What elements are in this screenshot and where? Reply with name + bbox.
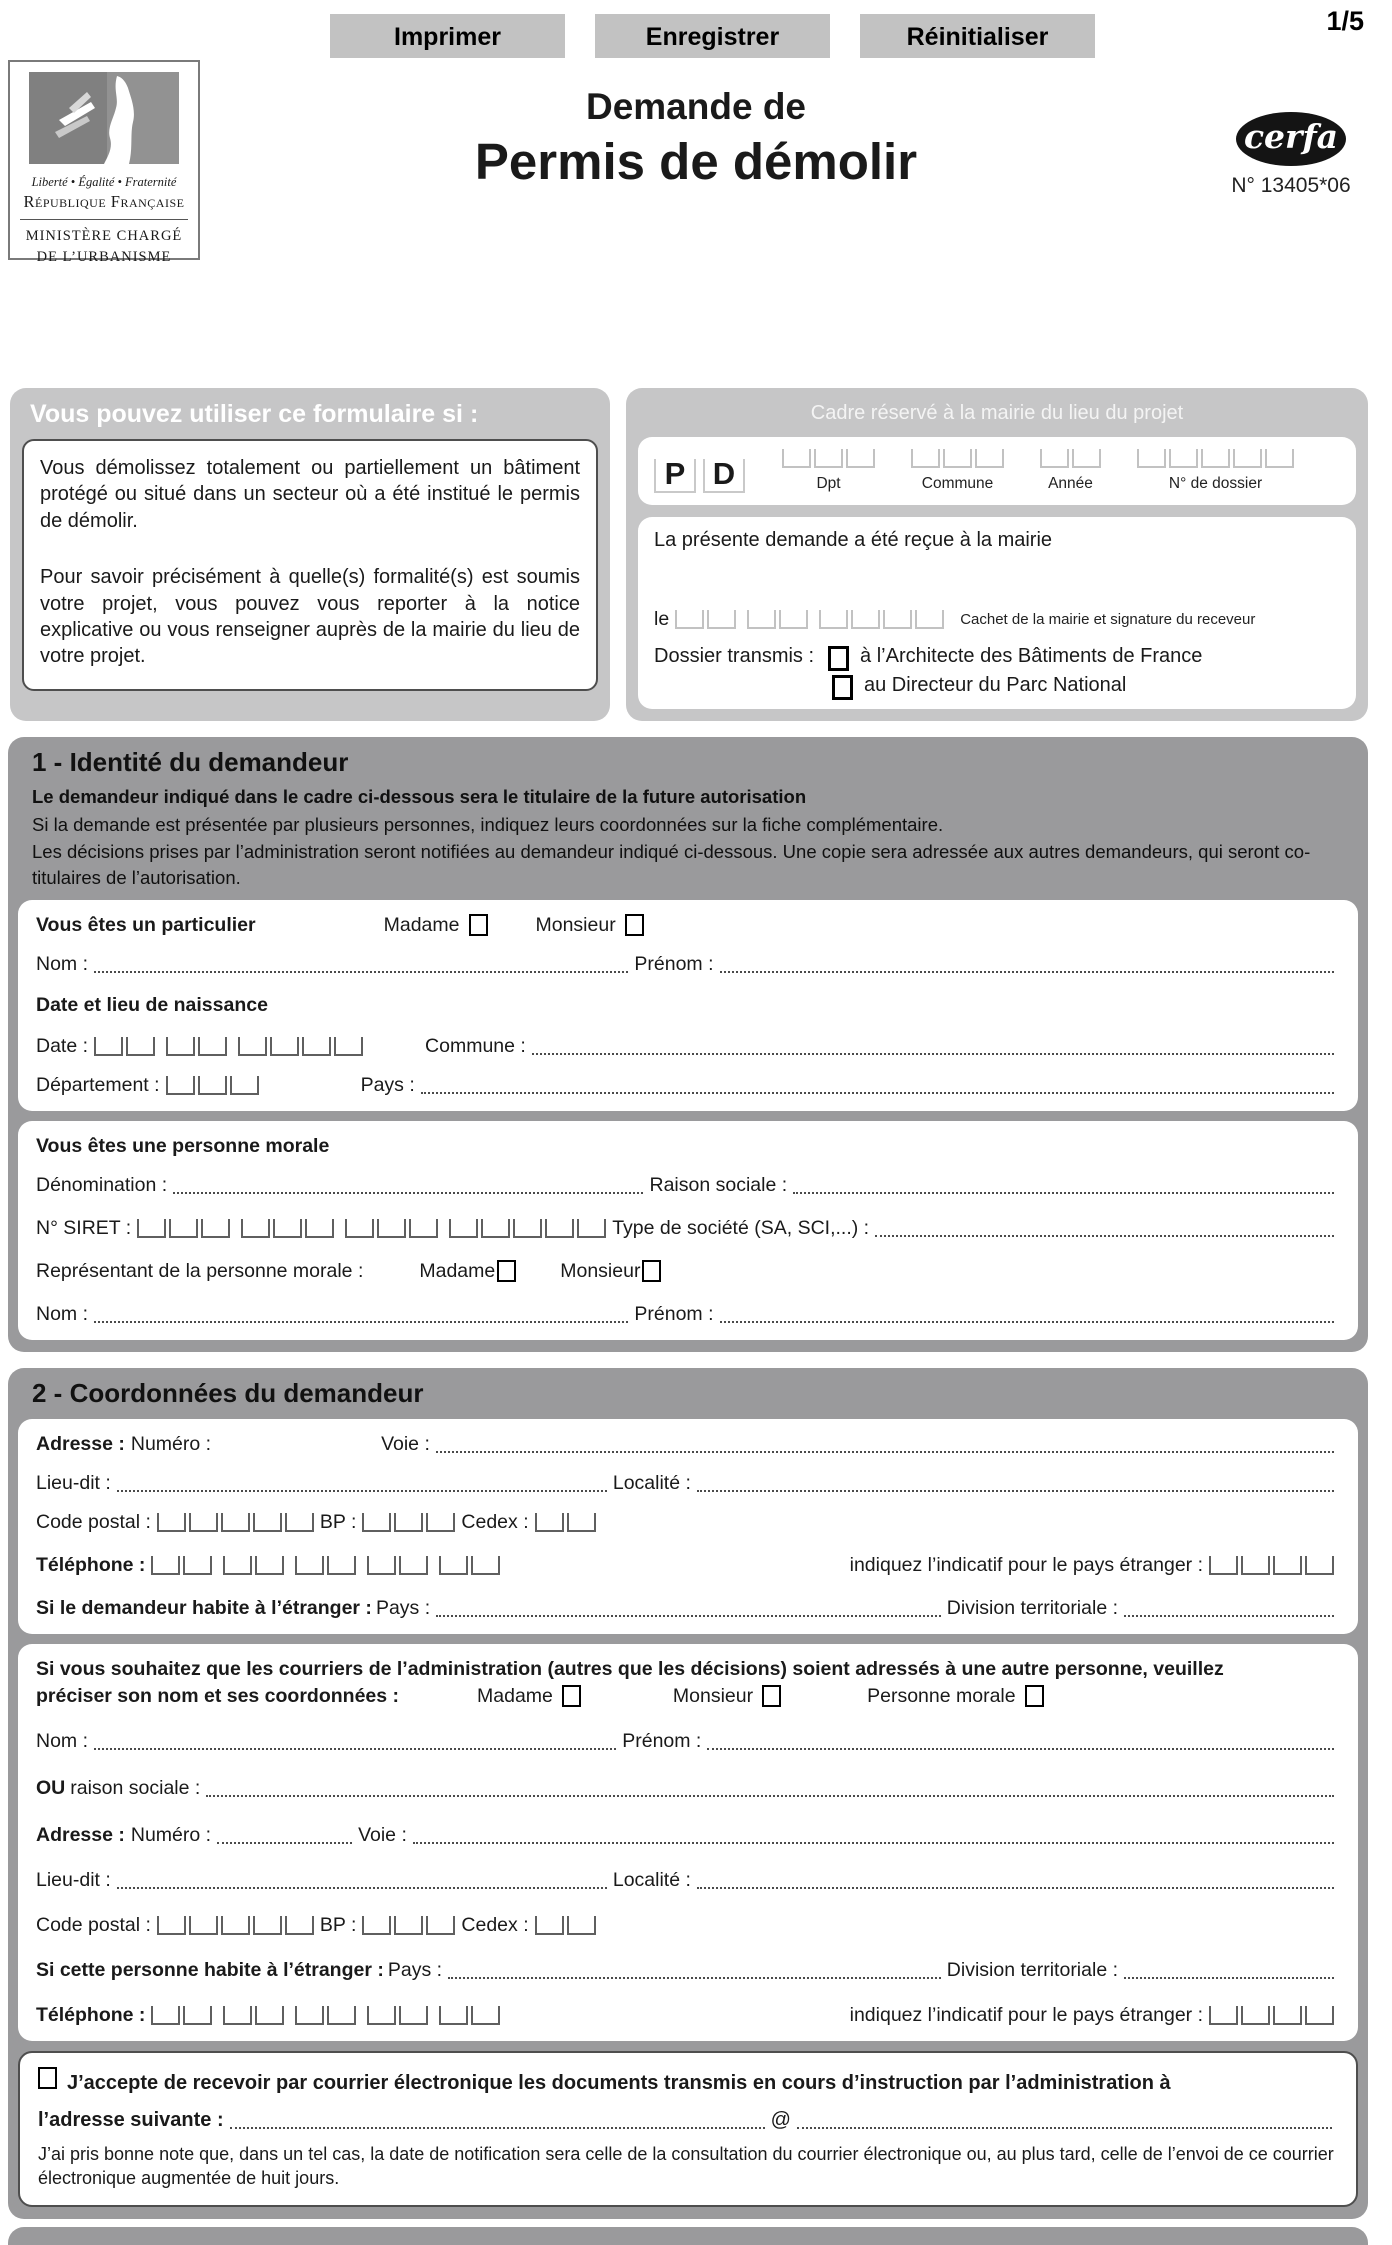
usage-panel	[10, 388, 610, 721]
correspondent-cp-cells[interactable]	[157, 1916, 314, 1935]
receipt-date-cells[interactable]	[675, 610, 944, 629]
cp-label: Code postal :	[36, 1511, 151, 1534]
correspondent-localite-field[interactable]	[697, 1873, 1334, 1889]
reset-button[interactable]: Réinitialiser	[860, 14, 1095, 58]
representant-label: Représentant de la personne morale :	[36, 1260, 364, 1283]
correspondent-etranger-label: Si cette personne habite à l’étranger :	[36, 1959, 384, 1982]
correspondent-box	[18, 1644, 1358, 2041]
usage-panel-header: Vous pouvez utiliser ce formulaire si :	[30, 400, 479, 428]
correspondent-cedex-label: Cedex :	[461, 1914, 529, 1937]
siret-cells[interactable]	[137, 1219, 606, 1238]
type-societe-label: Type de société (SA, SCI,...) :	[612, 1217, 870, 1240]
correspondent-numero-field[interactable]	[217, 1828, 352, 1844]
birth-commune-label: Commune :	[425, 1035, 526, 1058]
company-box	[18, 1121, 1358, 1340]
checkbox-madame-correspondent[interactable]	[562, 1685, 581, 1707]
correspondent-bp-label: BP :	[319, 1914, 357, 1937]
indicatif-cells[interactable]	[1209, 1556, 1334, 1575]
denomination-label: Dénomination :	[36, 1174, 168, 1197]
checkbox-madame-individual[interactable]	[469, 914, 488, 936]
checkbox-madame-company[interactable]	[497, 1260, 516, 1282]
voie-field[interactable]	[436, 1437, 1334, 1453]
birth-date-label: Date :	[36, 1035, 89, 1058]
section-1-identite	[8, 737, 1368, 1352]
birth-departement-label: Département :	[36, 1074, 160, 1097]
commune-cells[interactable]	[911, 449, 1004, 468]
correspondent-lieudit-label: Lieu-dit :	[36, 1869, 111, 1892]
dossier-label: N° de dossier	[1168, 475, 1263, 492]
code-group-dpt	[776, 449, 881, 493]
type-societe-field[interactable]	[875, 1221, 1334, 1237]
email-consent-text: J’accepte de recevoir par courrier électronique les documents transmis en cours d’instruction par l’administration à	[67, 2071, 1171, 2094]
localite-field[interactable]	[697, 1476, 1334, 1492]
checkbox-email-consent[interactable]	[38, 2067, 57, 2089]
birth-pays-label: Pays :	[360, 1074, 415, 1097]
section-2-heading: 2 - Coordonnées du demandeur	[32, 1378, 424, 1409]
mairie-panel-header: Cadre réservé à la mairie du lieu du projet	[810, 402, 1184, 424]
monsieur-label-company: Monsieur	[560, 1260, 641, 1283]
form-header	[0, 60, 1392, 320]
correspondent-bp-cells[interactable]	[362, 1916, 455, 1935]
company-prenom-label: Prénom :	[634, 1303, 714, 1326]
checkbox-personne-morale[interactable]	[1025, 1685, 1044, 1707]
annee-label: Année	[1048, 475, 1093, 492]
personne-morale-label: Personne morale	[867, 1685, 1016, 1708]
marianne-logo	[29, 72, 179, 164]
lieudit-field[interactable]	[117, 1476, 607, 1492]
company-nom-label: Nom :	[36, 1303, 89, 1326]
correspondent-nom-label: Nom :	[36, 1730, 89, 1753]
cerfa-badge	[1226, 112, 1356, 198]
logo-divider	[20, 219, 188, 220]
ministry-name-line1: MINISTÈRE CHARGÉ	[25, 228, 183, 244]
applicant-address-box	[18, 1419, 1358, 1634]
madame-label-company: Madame	[419, 1260, 496, 1283]
email-consent-note: J’ai pris bonne note que, dans un tel cas, la date de notification sera celle de la consultation du courrier électronique ou, au plus tard, celle de l’envoi de ce courrier électronique augmentée de huit jours.	[38, 2144, 1334, 2189]
tel-cells[interactable]	[151, 1556, 500, 1575]
received-text: La présente demande a été reçue à la mairie	[654, 529, 1053, 551]
correspondent-indicatif-label: indiquez l’indicatif pour le pays étranger :	[849, 2004, 1203, 2027]
denomination-field[interactable]	[173, 1178, 643, 1194]
siret-label: N° SIRET :	[36, 1217, 132, 1240]
top-panels	[10, 388, 1368, 721]
correspondent-pays-label: Pays :	[387, 1959, 443, 1982]
individual-title: Vous êtes un particulier	[36, 914, 256, 937]
dossier-cells[interactable]	[1137, 449, 1294, 468]
usage-paragraph-1: Vous démolissez totalement ou partiellement un bâtiment protégé ou situé dans un secteur où a été institué le permis de démolir.	[40, 457, 580, 532]
checkbox-monsieur-individual[interactable]	[625, 914, 644, 936]
correspondent-prenom-label: Prénom :	[622, 1730, 702, 1753]
numero-label: Numéro :	[130, 1433, 212, 1456]
mairie-panel	[626, 388, 1368, 721]
receipt-date-label: le	[654, 608, 670, 630]
lieudit-label: Lieu-dit :	[36, 1472, 111, 1495]
usage-panel-body	[22, 439, 598, 691]
individual-nom-label: Nom :	[36, 953, 89, 976]
cedex-cells[interactable]	[535, 1513, 596, 1532]
individual-nom-field[interactable]	[94, 957, 628, 973]
section-1-intro-bold: Le demandeur indiqué dans le cadre ci-dessous sera le titulaire de la future autorisation	[32, 786, 807, 807]
cp-cells[interactable]	[157, 1513, 314, 1532]
monsieur-label-correspondent: Monsieur	[672, 1685, 754, 1708]
applicant-division-field[interactable]	[1124, 1601, 1334, 1617]
page-indicator: 1/5	[1326, 6, 1364, 36]
code-letter-p: P	[654, 459, 696, 493]
correspondent-localite-label: Localité :	[612, 1869, 691, 1892]
transmitted-label: Dossier transmis :	[654, 645, 815, 667]
next-section-cut	[8, 2227, 1368, 2245]
voie-label: Voie :	[381, 1433, 430, 1456]
mairie-receipt-box	[638, 517, 1356, 709]
individual-prenom-label: Prénom :	[634, 953, 714, 976]
raison-sociale-label: Raison sociale :	[649, 1174, 788, 1197]
form-toolbar	[0, 0, 1392, 60]
localite-label: Localité :	[612, 1472, 691, 1495]
email-domain-field[interactable]	[797, 2113, 1332, 2129]
form-title	[0, 60, 1392, 191]
correspondent-cp-label: Code postal :	[36, 1914, 151, 1937]
correspondent-cedex-cells[interactable]	[535, 1916, 596, 1935]
transmitted-option-1: à l’Architecte des Bâtiments de France	[860, 645, 1203, 667]
republic-motto: Liberté • Égalité • Fraternité	[31, 175, 177, 189]
dpt-cells[interactable]	[782, 449, 875, 468]
code-group-commune	[905, 449, 1010, 493]
birth-heading: Date et lieu de naissance	[36, 994, 268, 1017]
correspondent-numero-label: Numéro :	[130, 1824, 212, 1847]
company-title: Vous êtes une personne morale	[36, 1135, 330, 1158]
republic-name: République Française	[23, 192, 185, 211]
applicant-pays-field[interactable]	[436, 1601, 941, 1617]
checkbox-architecte[interactable]	[828, 646, 849, 671]
correspondent-division-field[interactable]	[1124, 1963, 1334, 1979]
correspondent-tel-cells[interactable]	[151, 2006, 500, 2025]
section-2-coordonnees	[8, 1368, 1368, 2219]
correspondent-voie-label: Voie :	[358, 1824, 407, 1847]
correspondent-raison-field[interactable]	[206, 1781, 1334, 1797]
applicant-division-label: Division territoriale :	[946, 1597, 1118, 1620]
correspondent-intro-line1: Si vous souhaitez que les courriers de l’administration (autres que les décisions) soient adressés à une autre personne, veuillez	[36, 1658, 1224, 1681]
save-button[interactable]: Enregistrer	[595, 14, 830, 58]
correspondent-voie-field[interactable]	[413, 1828, 1334, 1844]
correspondent-intro-line2: préciser son nom et ses coordonnées :	[36, 1685, 400, 1708]
correspondent-lieudit-field[interactable]	[117, 1873, 607, 1889]
cerfa-number: N° 13405*06	[1231, 174, 1351, 197]
dossier-code-box	[638, 437, 1356, 505]
email-local-field[interactable]	[230, 2113, 765, 2129]
ministry-name-line2: DE L’URBANISME	[36, 249, 172, 266]
section-1-intro-line3: Les décisions prises par l’administration seront notifiées au demandeur indiqué ci-dessous. Une copie sera adressée aux autres demandeurs, qui seront co-titulaires de l’autorisation.	[32, 841, 1311, 888]
usage-paragraph-2: Pour savoir précisément à quelle(s) formalité(s) est soumis votre projet, vous pouvez vous reporter à la notice explicative ou vous renseigner auprès de la mairie du lieu de votre projet.	[40, 566, 580, 668]
individual-prenom-field[interactable]	[720, 957, 1335, 973]
form-title-line2: Permis de démolir	[474, 133, 918, 190]
print-button[interactable]: Imprimer	[330, 14, 565, 58]
checkbox-monsieur-company[interactable]	[642, 1260, 661, 1282]
individual-box	[18, 900, 1358, 1111]
applicant-etranger-label: Si le demandeur habite à l’étranger :	[36, 1597, 372, 1620]
correspondent-indicatif-cells[interactable]	[1209, 2006, 1334, 2025]
checkbox-parc-national[interactable]	[832, 675, 853, 700]
annee-cells[interactable]	[1040, 449, 1101, 468]
birth-pays-field[interactable]	[421, 1078, 1334, 1094]
section-1-intro-line2: Si la demande est présentée par plusieurs personnes, indiquez leurs coordonnées sur la fiche complémentaire.	[32, 813, 944, 835]
section-1-heading: 1 - Identité du demandeur	[32, 747, 349, 777]
correspondent-pays-field[interactable]	[448, 1963, 941, 1979]
transmitted-option-2: au Directeur du Parc National	[864, 674, 1127, 696]
dpt-label: Dpt	[816, 475, 841, 492]
at-symbol: @	[770, 2109, 791, 2132]
madame-label-individual: Madame	[383, 914, 460, 937]
stamp-caption: Cachet de la mairie et signature du receveur	[960, 611, 1256, 628]
applicant-pays-label: Pays :	[375, 1597, 431, 1620]
ou-label: OU	[36, 1777, 66, 1800]
adresse-label: Adresse :	[36, 1433, 125, 1456]
birth-date-cells[interactable]	[94, 1037, 363, 1056]
ministry-logo-box	[8, 60, 200, 266]
checkbox-monsieur-correspondent[interactable]	[762, 1685, 781, 1707]
company-nom-field[interactable]	[94, 1307, 628, 1323]
tel-label: Téléphone :	[36, 1554, 146, 1577]
correspondent-prenom-field[interactable]	[707, 1734, 1334, 1750]
code-group-annee	[1034, 449, 1107, 493]
raison-sociale-field[interactable]	[793, 1178, 1334, 1194]
bp-label: BP :	[319, 1511, 357, 1534]
email-consent-box	[18, 2051, 1358, 2207]
bp-cells[interactable]	[362, 1513, 455, 1532]
cedex-label: Cedex :	[461, 1511, 529, 1534]
code-letter-d: D	[703, 459, 745, 493]
correspondent-nom-field[interactable]	[94, 1734, 616, 1750]
birth-departement-cells[interactable]	[166, 1076, 259, 1095]
form-title-line1: Demande de	[585, 86, 806, 127]
correspondent-tel-label: Téléphone :	[36, 2004, 146, 2027]
birth-commune-field[interactable]	[532, 1039, 1334, 1055]
correspondent-raison-label: raison sociale :	[70, 1777, 201, 1800]
code-group-dossier	[1131, 449, 1300, 493]
commune-label: Commune	[921, 475, 994, 492]
indicatif-label: indiquez l’indicatif pour le pays étranger :	[849, 1554, 1203, 1577]
correspondent-division-label: Division territoriale :	[946, 1959, 1118, 1982]
madame-label-correspondent: Madame	[477, 1685, 553, 1708]
email-address-label: l’adresse suivante :	[38, 2109, 224, 2132]
correspondent-adresse-label: Adresse :	[36, 1824, 125, 1847]
company-prenom-field[interactable]	[720, 1307, 1335, 1323]
cerfa-logo: cerfa	[1236, 112, 1346, 166]
monsieur-label-individual: Monsieur	[535, 914, 616, 937]
